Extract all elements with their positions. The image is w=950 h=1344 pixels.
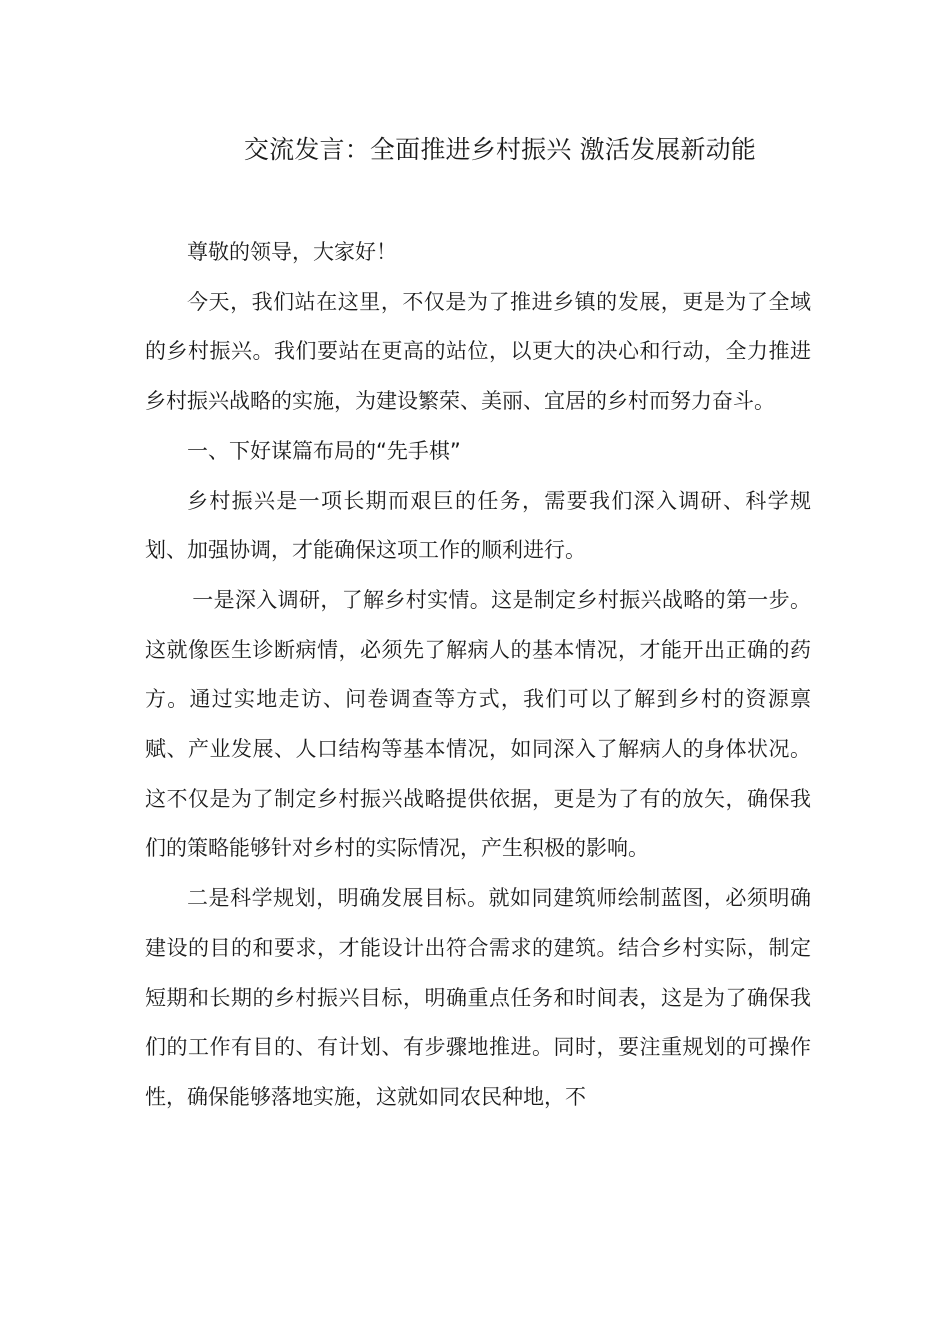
intro-paragraph: 今天，我们站在这里，不仅是为了推进乡镇的发展，更是为了全域的乡村振兴。我们要站在更高的站位，以更大的决心和行动，全力推进乡村振兴战略的实施，为建设繁荣、美丽、宜居的乡村而努力奋斗。: [145, 289, 811, 414]
document-title: 交流发言：全面推进乡村振兴 激活发展新动能: [243, 135, 757, 164]
document-body: [145, 228, 811, 1123]
point-two-paragraph: 二是科学规划，明确发展目标。就如同建筑师绘制蓝图，必须明确建设的目的和要求，才能设计出符合需求的建筑。结合乡村实际，制定短期和长期的乡村振兴目标，明确重点任务和时间表，这是为了确保我们的工作有目的、有计划、有步骤地推进。同时，要注重规划的可操作性，确保能够落地实施，这就如同农民种地，不: [145, 886, 811, 1109]
section-heading: 一、下好谋篇布局的“先手棋”: [187, 438, 461, 463]
section-summary-paragraph: 乡村振兴是一项长期而艰巨的任务，需要我们深入调研、科学规划、加强协调，才能确保这项工作的顺利进行。: [145, 488, 811, 563]
point-one-paragraph: 一是深入调研，了解乡村实情。这是制定乡村振兴战略的第一步。这就像医生诊断病情，必须先了解病人的基本情况，才能开出正确的药方。通过实地走访、问卷调查等方式，我们可以了解到乡村的资源禀赋、产业发展、人口结构等基本情况，如同深入了解病人的身体状况。这不仅是为了制定乡村振兴战略提供依据，更是为了有的放矢，确保我们的策略能够针对乡村的实际情况，产生积极的影响。: [145, 587, 811, 861]
greeting-paragraph: 尊敬的领导，大家好！: [187, 240, 397, 264]
